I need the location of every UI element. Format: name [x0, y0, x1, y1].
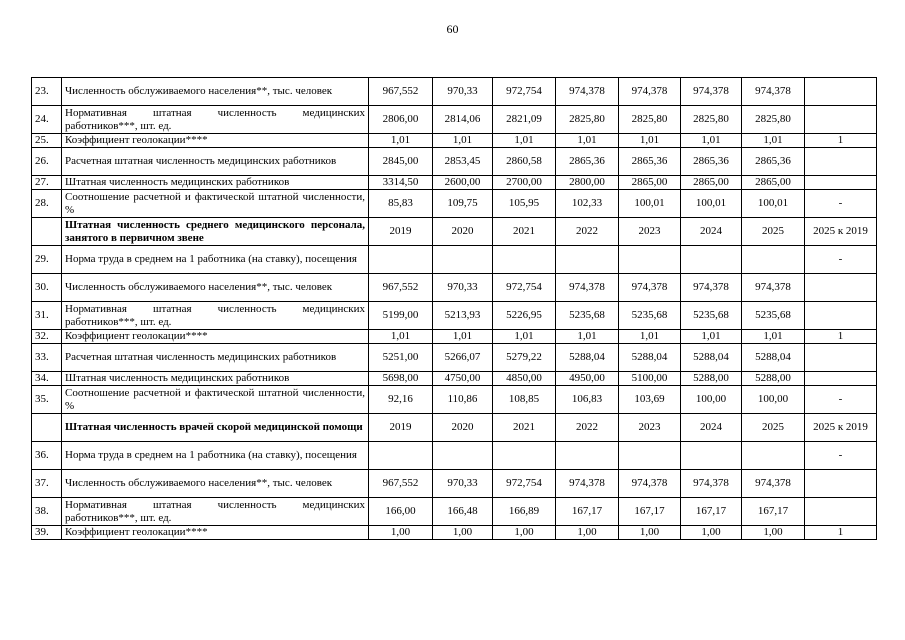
value-cell: 166,89 [493, 498, 556, 526]
value-cell: 1,01 [681, 134, 742, 148]
ratio-cell [805, 176, 877, 190]
ratio-cell: - [805, 386, 877, 414]
value-cell: 1,01 [433, 330, 493, 344]
value-cell [619, 246, 681, 274]
section-header-row [32, 218, 877, 246]
value-cell: 1,00 [556, 526, 619, 540]
value-cell: 2814,06 [433, 106, 493, 134]
value-cell: 2019 [369, 414, 433, 442]
value-cell: 1,01 [619, 134, 681, 148]
section-title: Штатная численность врачей скорой медицинской помощи [62, 414, 369, 442]
value-cell: 5213,93 [433, 302, 493, 330]
value-cell: 2865,36 [742, 148, 805, 176]
value-cell [681, 442, 742, 470]
table-row [32, 302, 877, 330]
value-cell: 102,33 [556, 190, 619, 218]
value-cell: 5288,04 [619, 344, 681, 372]
value-cell: 2023 [619, 414, 681, 442]
row-number: 39. [32, 526, 62, 540]
value-cell: 166,00 [369, 498, 433, 526]
value-cell: 970,33 [433, 274, 493, 302]
value-cell: 1,01 [742, 134, 805, 148]
row-description: Численность обслуживаемого населения**, тыс. человек [62, 274, 369, 302]
value-cell: 100,01 [619, 190, 681, 218]
value-cell: 1,01 [556, 134, 619, 148]
ratio-cell: 1 [805, 526, 877, 540]
ratio-cell [805, 274, 877, 302]
value-cell: 3314,50 [369, 176, 433, 190]
table-row [32, 190, 877, 218]
row-number: 27. [32, 176, 62, 190]
row-number: 23. [32, 78, 62, 106]
value-cell: 2022 [556, 414, 619, 442]
ratio-cell: 2025 к 2019 [805, 218, 877, 246]
value-cell: 5288,00 [681, 372, 742, 386]
value-cell: 5235,68 [681, 302, 742, 330]
table-row [32, 330, 877, 344]
value-cell: 1,01 [681, 330, 742, 344]
section-title: Штатная численность среднего медицинского персонала, занятого в первичном звене [62, 218, 369, 246]
value-cell [681, 246, 742, 274]
value-cell: 100,01 [742, 190, 805, 218]
value-cell: 2821,09 [493, 106, 556, 134]
value-cell [493, 442, 556, 470]
value-cell: 1,01 [493, 330, 556, 344]
ratio-cell [805, 498, 877, 526]
value-cell: 2865,36 [619, 148, 681, 176]
value-cell: 2700,00 [493, 176, 556, 190]
value-cell: 5235,68 [742, 302, 805, 330]
ratio-cell: - [805, 190, 877, 218]
ratio-cell: 1 [805, 330, 877, 344]
value-cell [742, 246, 805, 274]
row-description: Норма труда в среднем на 1 работника (на ставку), посещения [62, 246, 369, 274]
value-cell: 2020 [433, 414, 493, 442]
row-number [32, 414, 62, 442]
row-description: Соотношение расчетной и фактической штатной численности, % [62, 386, 369, 414]
value-cell: 5235,68 [556, 302, 619, 330]
value-cell [619, 442, 681, 470]
value-cell: 109,75 [433, 190, 493, 218]
row-number: 28. [32, 190, 62, 218]
value-cell: 970,33 [433, 470, 493, 498]
row-number: 32. [32, 330, 62, 344]
ratio-cell: - [805, 442, 877, 470]
value-cell: 974,378 [556, 470, 619, 498]
value-cell: 4850,00 [493, 372, 556, 386]
value-cell: 5235,68 [619, 302, 681, 330]
value-cell: 2025 [742, 218, 805, 246]
value-cell: 974,378 [742, 78, 805, 106]
value-cell: 1,01 [433, 134, 493, 148]
value-cell: 1,00 [742, 526, 805, 540]
row-number: 33. [32, 344, 62, 372]
value-cell: 2800,00 [556, 176, 619, 190]
table-row [32, 78, 877, 106]
ratio-cell [805, 372, 877, 386]
table-row [32, 148, 877, 176]
value-cell [433, 246, 493, 274]
value-cell: 5279,22 [493, 344, 556, 372]
value-cell: 974,378 [556, 274, 619, 302]
value-cell: 2025 [742, 414, 805, 442]
value-cell [556, 246, 619, 274]
value-cell: 967,552 [369, 78, 433, 106]
value-cell: 974,378 [681, 470, 742, 498]
staffing-table [31, 77, 877, 540]
row-number: 34. [32, 372, 62, 386]
value-cell: 5266,07 [433, 344, 493, 372]
value-cell: 1,01 [369, 330, 433, 344]
value-cell: 100,00 [681, 386, 742, 414]
value-cell: 1,01 [556, 330, 619, 344]
row-description: Нормативная штатная численность медицинских работников***, шт. ед. [62, 498, 369, 526]
value-cell: 970,33 [433, 78, 493, 106]
value-cell: 5226,95 [493, 302, 556, 330]
row-description: Коэффициент геолокации**** [62, 134, 369, 148]
table-row [32, 106, 877, 134]
value-cell: 85,83 [369, 190, 433, 218]
row-number [32, 218, 62, 246]
row-description: Численность обслуживаемого населения**, тыс. человек [62, 78, 369, 106]
value-cell: 974,378 [742, 274, 805, 302]
value-cell [742, 442, 805, 470]
row-number: 38. [32, 498, 62, 526]
value-cell [369, 246, 433, 274]
value-cell: 2022 [556, 218, 619, 246]
table-row [32, 470, 877, 498]
value-cell: 5100,00 [619, 372, 681, 386]
row-description: Коэффициент геолокации**** [62, 330, 369, 344]
value-cell: 108,85 [493, 386, 556, 414]
value-cell: 2825,80 [556, 106, 619, 134]
table-row [32, 176, 877, 190]
value-cell: 5288,04 [556, 344, 619, 372]
value-cell: 1,00 [433, 526, 493, 540]
value-cell [369, 442, 433, 470]
value-cell [433, 442, 493, 470]
row-number: 26. [32, 148, 62, 176]
row-number: 35. [32, 386, 62, 414]
value-cell: 100,00 [742, 386, 805, 414]
section-header-row [32, 414, 877, 442]
value-cell: 974,378 [619, 274, 681, 302]
row-number: 29. [32, 246, 62, 274]
ratio-cell [805, 302, 877, 330]
row-number: 31. [32, 302, 62, 330]
row-description: Нормативная штатная численность медицинских работников***, шт. ед. [62, 106, 369, 134]
value-cell: 2865,00 [619, 176, 681, 190]
value-cell: 2806,00 [369, 106, 433, 134]
value-cell: 1,00 [681, 526, 742, 540]
value-cell: 967,552 [369, 470, 433, 498]
value-cell: 974,378 [681, 78, 742, 106]
table-row [32, 246, 877, 274]
value-cell: 167,17 [742, 498, 805, 526]
value-cell: 100,01 [681, 190, 742, 218]
page-number: 60 [446, 22, 459, 36]
ratio-cell [805, 470, 877, 498]
table-body [32, 78, 877, 540]
value-cell: 1,00 [369, 526, 433, 540]
value-cell: 5199,00 [369, 302, 433, 330]
value-cell: 972,754 [493, 470, 556, 498]
value-cell: 167,17 [556, 498, 619, 526]
value-cell: 2023 [619, 218, 681, 246]
row-number: 36. [32, 442, 62, 470]
table-row [32, 498, 877, 526]
row-description: Численность обслуживаемого населения**, тыс. человек [62, 470, 369, 498]
row-description: Расчетная штатная численность медицинских работников [62, 344, 369, 372]
value-cell: 4950,00 [556, 372, 619, 386]
value-cell: 2600,00 [433, 176, 493, 190]
row-number: 24. [32, 106, 62, 134]
value-cell: 105,95 [493, 190, 556, 218]
value-cell [556, 442, 619, 470]
value-cell: 974,378 [556, 78, 619, 106]
value-cell: 972,754 [493, 78, 556, 106]
value-cell: 1,01 [369, 134, 433, 148]
value-cell: 103,69 [619, 386, 681, 414]
ratio-cell [805, 106, 877, 134]
row-description: Норма труда в среднем на 1 работника (на ставку), посещения [62, 442, 369, 470]
value-cell: 2024 [681, 218, 742, 246]
value-cell: 2020 [433, 218, 493, 246]
ratio-cell [805, 344, 877, 372]
value-cell: 967,552 [369, 274, 433, 302]
row-description: Коэффициент геолокации**** [62, 526, 369, 540]
value-cell: 2021 [493, 414, 556, 442]
value-cell: 167,17 [681, 498, 742, 526]
value-cell: 2024 [681, 414, 742, 442]
row-number: 37. [32, 470, 62, 498]
value-cell: 5288,04 [742, 344, 805, 372]
value-cell: 974,378 [619, 470, 681, 498]
value-cell: 2860,58 [493, 148, 556, 176]
value-cell: 1,01 [619, 330, 681, 344]
value-cell: 2853,45 [433, 148, 493, 176]
ratio-cell: 1 [805, 134, 877, 148]
value-cell: 1,00 [493, 526, 556, 540]
value-cell: 2021 [493, 218, 556, 246]
value-cell: 110,86 [433, 386, 493, 414]
value-cell: 2825,80 [742, 106, 805, 134]
value-cell: 167,17 [619, 498, 681, 526]
table-row [32, 386, 877, 414]
value-cell: 92,16 [369, 386, 433, 414]
table-row [32, 526, 877, 540]
ratio-cell: 2025 к 2019 [805, 414, 877, 442]
row-number: 25. [32, 134, 62, 148]
value-cell: 974,378 [681, 274, 742, 302]
value-cell: 2865,00 [742, 176, 805, 190]
value-cell: 974,378 [742, 470, 805, 498]
value-cell: 166,48 [433, 498, 493, 526]
ratio-cell [805, 78, 877, 106]
table-row [32, 372, 877, 386]
row-number: 30. [32, 274, 62, 302]
value-cell: 5288,04 [681, 344, 742, 372]
value-cell: 5288,00 [742, 372, 805, 386]
row-description: Расчетная штатная численность медицинских работников [62, 148, 369, 176]
value-cell: 1,01 [742, 330, 805, 344]
value-cell: 2825,80 [681, 106, 742, 134]
value-cell: 2019 [369, 218, 433, 246]
value-cell [493, 246, 556, 274]
table-row [32, 134, 877, 148]
row-description: Нормативная штатная численность медицинских работников***, шт. ед. [62, 302, 369, 330]
value-cell: 5698,00 [369, 372, 433, 386]
value-cell: 1,00 [619, 526, 681, 540]
row-description: Штатная численность медицинских работников [62, 372, 369, 386]
value-cell: 2865,00 [681, 176, 742, 190]
table-row [32, 274, 877, 302]
value-cell: 974,378 [619, 78, 681, 106]
value-cell: 2845,00 [369, 148, 433, 176]
row-description: Штатная численность медицинских работников [62, 176, 369, 190]
table-row [32, 442, 877, 470]
ratio-cell [805, 148, 877, 176]
ratio-cell: - [805, 246, 877, 274]
value-cell: 5251,00 [369, 344, 433, 372]
value-cell: 1,01 [493, 134, 556, 148]
value-cell: 4750,00 [433, 372, 493, 386]
value-cell: 106,83 [556, 386, 619, 414]
table-row [32, 344, 877, 372]
row-description: Соотношение расчетной и фактической штатной численности, % [62, 190, 369, 218]
value-cell: 972,754 [493, 274, 556, 302]
value-cell: 2865,36 [681, 148, 742, 176]
value-cell: 2825,80 [619, 106, 681, 134]
value-cell: 2865,36 [556, 148, 619, 176]
